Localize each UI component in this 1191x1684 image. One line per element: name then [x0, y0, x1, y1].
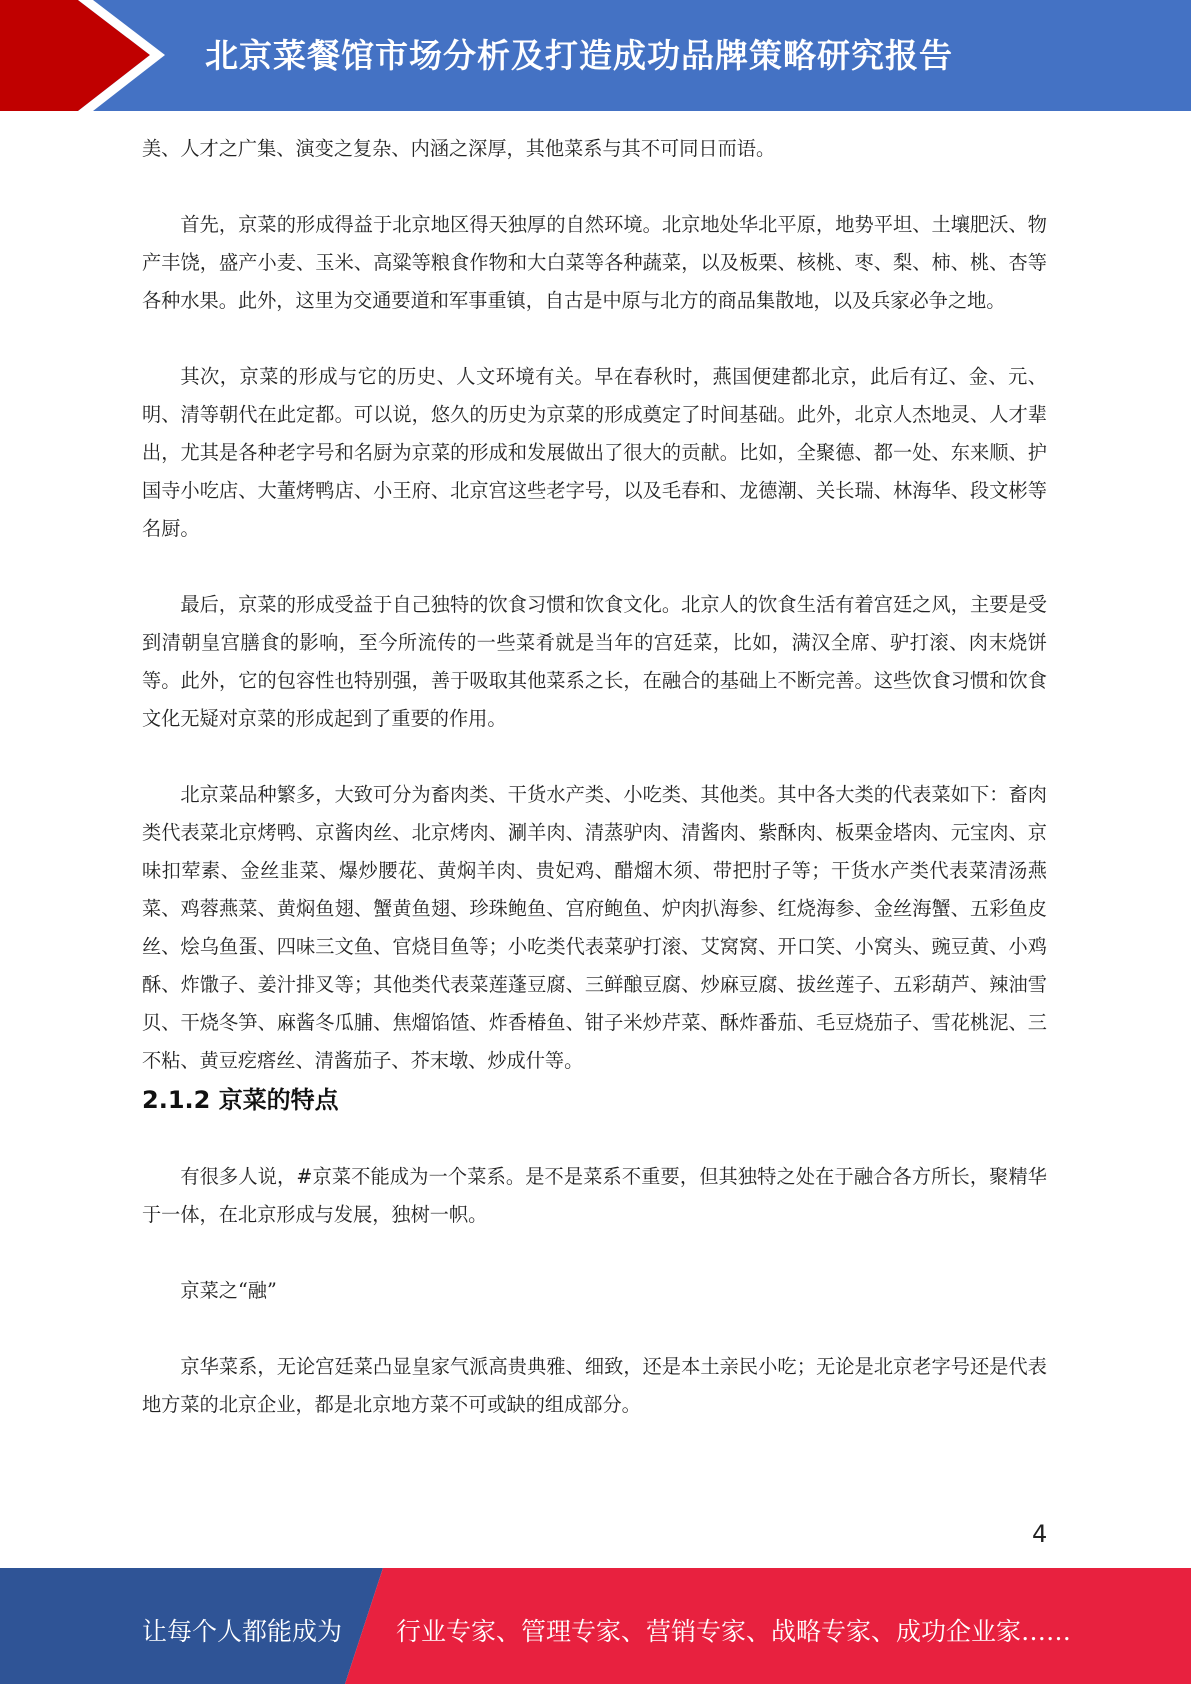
- page-number: 4: [1032, 1520, 1048, 1548]
- page-footer: [0, 1568, 1191, 1684]
- footer-slogan-left: 让每个人都能成为: [142, 1617, 343, 1646]
- paragraph-history: 其次，京菜的形成与它的历史、人文环境有关。早在春秋时，燕国便建都北京，此后有辽、金、元、明、清等朝代在此定都。可以说，悠久的历史为京菜的形成奠定了时间基础。此外，北京人杰地灵、人才辈出，尤其是各种老字号和名厨为京菜的形成和发展做出了很大的贡献。比如，全聚德、都一处、东来顺、护国寺小吃店、大董烤鸭店、小王府、北京宫这些老字号，以及毛春和、龙德潮、关长瑞、林海华、段文彬等名厨。: [142, 365, 1047, 540]
- page-header: [0, 0, 1191, 111]
- paragraph-continued: 美、人才之广集、演变之复杂、内涵之深厚，其他菜系与其不可同日而语。: [142, 137, 776, 160]
- paragraph-fusion: 京华菜系，无论宫廷菜凸显皇家气派高贵典雅、细致，还是本土亲民小吃；无论是北京老字号还是代表地方菜的北京企业，都是北京地方菜不可或缺的组成部分。: [142, 1355, 1047, 1416]
- paragraph-subheading-fusion: 京菜之“融”: [180, 1279, 277, 1302]
- report-title: 北京菜餐馆市场分析及打造成功品牌策略研究报告: [205, 36, 953, 75]
- document-body: [142, 130, 1047, 1462]
- paragraph-natural-environment: 首先，京菜的形成得益于北京地区得天独厚的自然环境。北京地处华北平原，地势平坦、土壤肥沃、物产丰饶，盛产小麦、玉米、高粱等粮食作物和大白菜等各种蔬菜，以及板栗、核桃、枣、梨、柿、桃、杏等各种水果。此外，这里为交通要道和军事重镇，自古是中原与北方的商品集散地，以及兵家必争之地。: [142, 213, 1047, 312]
- paragraph-dish-varieties: 北京菜品种繁多，大致可分为畜肉类、干货水产类、小吃类、其他类。其中各大类的代表菜如下：畜肉类代表菜北京烤鸭、京酱肉丝、北京烤肉、涮羊肉、清蒸驴肉、清酱肉、紫酥肉、板栗金塔肉、元宝肉、京味扣荤素、金丝韭菜、爆炒腰花、黄焖羊肉、贵妃鸡、醋熘木须、带把肘子等；干货水产类代表菜清汤燕菜、鸡蓉燕菜、黄焖鱼翅、蟹黄鱼翅、珍珠鲍鱼、宫府鲍鱼、炉肉扒海参、红烧海参、金丝海蟹、五彩鱼皮丝、烩乌鱼蛋、四味三文鱼、官烧目鱼等；小吃类代表菜驴打滚、艾窝窝、开口笑、小窝头、豌豆黄、小鸡酥、炸馓子、姜汁排叉等；其他类代表菜莲蓬豆腐、三鲜酿豆腐、炒麻豆腐、拔丝莲子、五彩葫芦、辣油雪贝、干烧冬笋、麻酱冬瓜脯、焦熘馅馇、炸香椿鱼、钳子米炒芹菜、酥炸番茄、毛豆烧茄子、雪花桃泥、三不粘、黄豆疙瘩丝、清酱茄子、芥末墩、炒成什等。: [142, 783, 1047, 1072]
- paragraph-food-culture: 最后，京菜的形成受益于自己独特的饮食习惯和饮食文化。北京人的饮食生活有着宫廷之风，主要是受到清朝皇宫膳食的影响，至今所流传的一些菜肴就是当年的宫廷菜，比如，满汉全席、驴打滚、肉末烧饼等。此外，它的包容性也特别强，善于吸取其他菜系之长，在融合的基础上不断完善。这些饮食习惯和饮食文化无疑对京菜的形成起到了重要的作用。: [142, 593, 1047, 730]
- footer-slogan-right: 行业专家、管理专家、营销专家、战略专家、成功企业家……: [396, 1617, 1072, 1646]
- section-heading: 2.1.2 京菜的特点: [142, 1086, 339, 1114]
- paragraph-characteristics: 有很多人说，#京菜不能成为一个菜系。是不是菜系不重要，但其独特之处在于融合各方所长，聚精华于一体，在北京形成与发展，独树一帜。: [142, 1165, 1047, 1226]
